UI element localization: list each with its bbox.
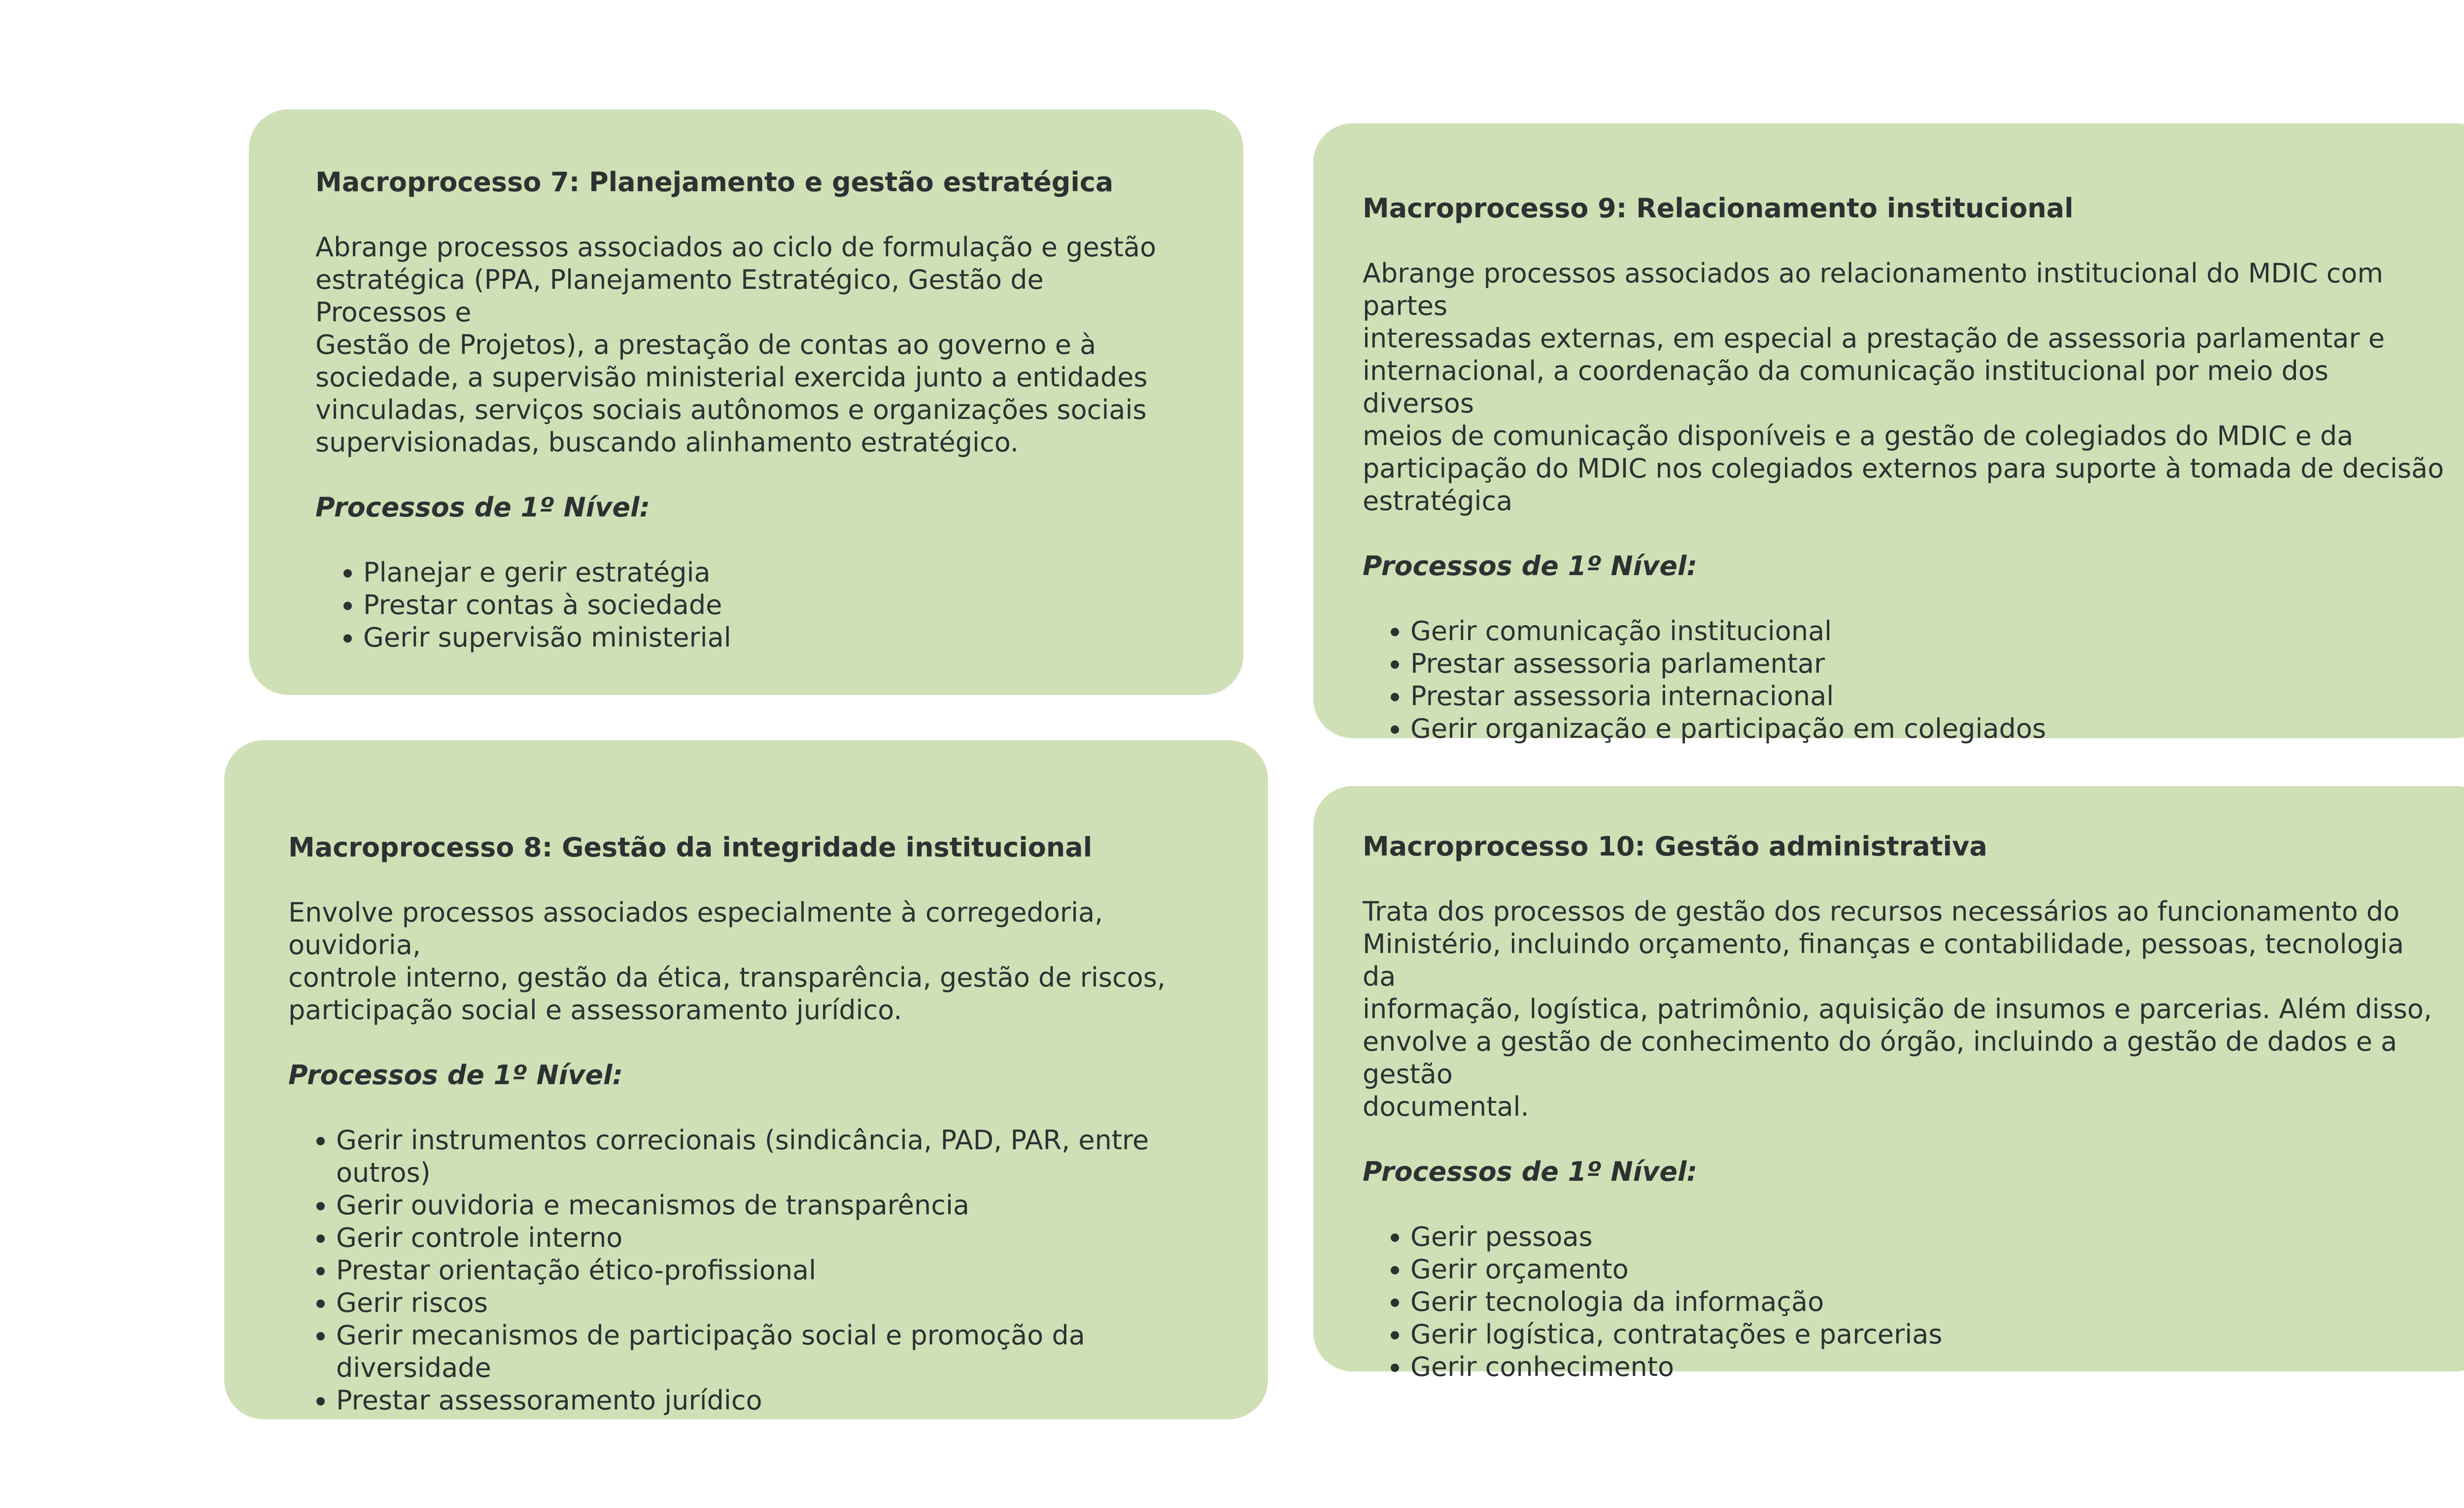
macroprocess-9-card — [1313, 123, 2464, 744]
card-title: Macroprocesso 10: Gestão administrativa — [1363, 831, 1987, 862]
card-subtitle: Processos de 1º Nível: — [315, 492, 650, 523]
list-item: • Gerir riscos — [336, 1287, 1204, 1319]
card-title: Macroprocesso 8: Gestão da integridade institucional — [288, 832, 1093, 863]
list-item: • Gerir tecnologia da informação — [1410, 1286, 2445, 1318]
process-list — [315, 556, 1177, 654]
list-item: • Prestar assessoramento jurídico — [336, 1384, 1204, 1417]
card-description: Envolve processos associados especialmente à corregedoria, ouvidoria, controle interno, gestão da ética, transparência, gestão de riscos, participação social e assessoramento jurídico. — [288, 897, 1166, 1026]
card-description: Abrange processos associados ao relacionamento institucional do MDIC com partes interessadas externas, em especial a prestação de assessoria parlamentar e internacional, a coordenação da comunicação institucional por meio dos diversos meios de comunicação disponíveis e a gestão de colegiados do MDIC e da participação do MDIC nos colegiados externos para suporte à tomada de decisão estratégica — [1363, 258, 2444, 516]
list-item: • Gerir conhecimento — [1410, 1351, 2445, 1383]
list-item: • Gerir mecanismos de participação social e promoção da diversidade — [336, 1319, 1204, 1384]
list-item: • Prestar assessoria parlamentar — [1410, 648, 2445, 680]
list-item: • Gerir orçamento — [1410, 1253, 2445, 1286]
card-title: Macroprocesso 7: Planejamento e gestão estratégica — [315, 167, 1114, 198]
list-item: • Planejar e gerir estratégia — [363, 556, 1177, 589]
list-item: • Gerir comunicação institucional — [1410, 615, 2445, 648]
list-item: • Gerir pessoas — [1410, 1221, 2445, 1253]
macroprocess-8-card — [224, 740, 1268, 1419]
list-item: • Prestar orientação ético-profissional — [336, 1254, 1204, 1287]
list-item: • Prestar assessoria internacional — [1410, 680, 2445, 713]
process-list — [1363, 615, 2445, 745]
macroprocess-7-card — [249, 109, 1243, 695]
list-item: • Gerir instrumentos correcionais (sindicância, PAD, PAR, entre outros) — [336, 1124, 1204, 1189]
list-item: • Prestar contas à sociedade — [363, 589, 1177, 621]
list-item: • Gerir organização e participação em colegiados — [1410, 713, 2445, 745]
macroprocess-10-card — [1313, 786, 2464, 1382]
list-item: • Gerir controle interno — [336, 1222, 1204, 1254]
process-list — [288, 1124, 1204, 1417]
card-subtitle: Processos de 1º Nível: — [288, 1060, 623, 1091]
list-item: • Gerir supervisão ministerial — [363, 621, 1177, 654]
card-subtitle: Processos de 1º Nível: — [1363, 1156, 1698, 1187]
card-description: Abrange processos associados ao ciclo de formulação e gestão estratégica (PPA, Planejamento Estratégico, Gestão de Processos e Gestão de Projetos), a prestação de contas ao governo e à sociedade, a supervisão ministerial exercida junto a entidades vinculadas, serviços sociais autônomos e organizações sociais supervisionadas, buscando alinhamento estratégico. — [315, 232, 1157, 458]
list-item: • Gerir ouvidoria e mecanismos de transparência — [336, 1189, 1204, 1222]
list-item: • Gerir logística, contratações e parcerias — [1410, 1318, 2445, 1351]
card-title: Macroprocesso 9: Relacionamento institucional — [1363, 193, 2074, 224]
process-list — [1363, 1221, 2445, 1383]
card-description: Trata dos processos de gestão dos recursos necessários ao funcionamento do Ministério, incluindo orçamento, finanças e contabilidade, pessoas, tecnologia da informação, logística, patrimônio, aquisição de insumos e parcerias. Além disso, envolve a gestão de conhecimento do órgão, incluindo a gestão de dados e a gestão documental. — [1363, 896, 2432, 1122]
card-subtitle: Processos de 1º Nível: — [1363, 550, 1698, 582]
